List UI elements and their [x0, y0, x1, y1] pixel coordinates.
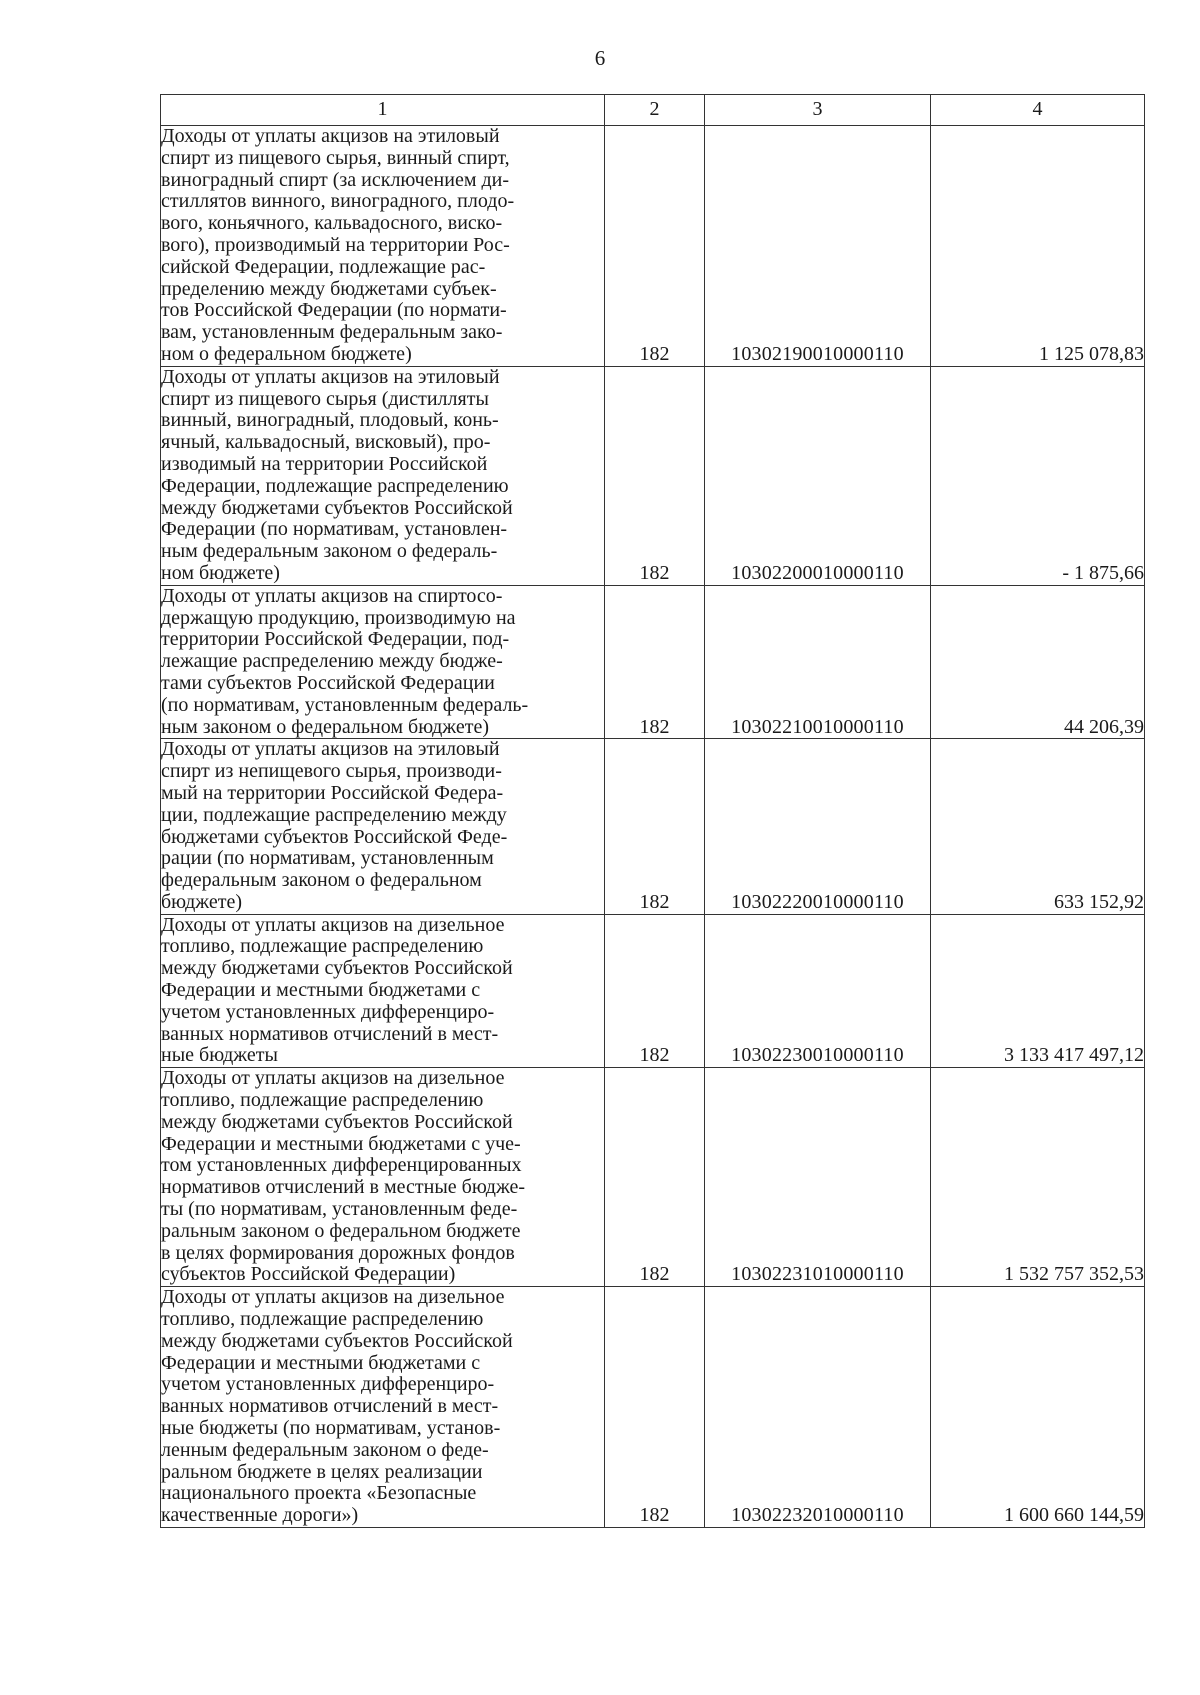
row-description: Доходы от уплаты акцизов на этиловый спирт из пищевого сырья (дистилляты винный, виноградный, плодовый, конь- ячный, кальвадосный, висковый), про- изводимый на территории Российской Федерации, подлежащие распределению между бюджетами субъектов Российской Федерации (по нормативам, установлен- ным федеральным законом о федераль- ном бюджете) — [161, 366, 605, 585]
row-description: Доходы от уплаты акцизов на дизельное топливо, подлежащие распределению между бюджетами субъектов Российской Федерации и местными бюджетами с учетом установленных дифференциро- ванных нормативов отчислений в мест- ные бюджеты (по нормативам, установ- ленным федеральным законом о феде- ральном бюджете в целях реализации национального проекта «Безопасные качественные дороги») — [161, 1287, 605, 1528]
header-col-4: 4 — [931, 95, 1145, 126]
row-amount: 1 125 078,83 — [931, 126, 1145, 367]
table-row — [161, 366, 1145, 585]
header-col-2: 2 — [605, 95, 705, 126]
page-number: 6 — [594, 46, 606, 70]
row-admin-code: 182 — [605, 585, 705, 739]
header-col-3: 3 — [705, 95, 931, 126]
row-kbk-code: 10302190010000110 — [705, 126, 931, 367]
revenue-table — [160, 94, 1145, 1528]
row-admin-code: 182 — [605, 1068, 705, 1287]
row-admin-code: 182 — [605, 366, 705, 585]
row-description: Доходы от уплаты акцизов на дизельное топливо, подлежащие распределению между бюджетами субъектов Российской Федерации и местными бюджетами с учетом установленных дифференциро- ванных нормативов отчислений в мест- ные бюджеты — [161, 914, 605, 1068]
row-description: Доходы от уплаты акцизов на дизельное топливо, подлежащие распределению между бюджетами субъектов Российской Федерации и местными бюджетами с уче- том установленных дифференцированных нормативов отчислений в местные бюдже- ты (по нормативам, установленным феде- ральным законом о федеральном бюджете в целях формирования дорожных фондов субъектов Российской Федерации) — [161, 1068, 605, 1287]
table-row — [161, 126, 1145, 367]
row-description: Доходы от уплаты акцизов на этиловый спирт из непищевого сырья, производи- мый на территории Российской Федера- ции, подлежащие распределению между бюджетами субъектов Российской Феде- рации (по нормативам, установленным федеральным законом о федеральном бюджете) — [161, 739, 605, 914]
row-kbk-code: 10302231010000110 — [705, 1068, 931, 1287]
row-amount: - 1 875,66 — [931, 366, 1145, 585]
row-amount: 3 133 417 497,12 — [931, 914, 1145, 1068]
row-amount: 44 206,39 — [931, 585, 1145, 739]
row-admin-code: 182 — [605, 914, 705, 1068]
table-row — [161, 914, 1145, 1068]
row-kbk-code: 10302232010000110 — [705, 1287, 931, 1528]
row-description: Доходы от уплаты акцизов на этиловый спирт из пищевого сырья, винный спирт, виноградный спирт (за исключением ди- стиллятов винного, виноградного, плодо- вого, коньячного, кальвадосного, виско- вого), производимый на территории Рос- сийской Федерации, подлежащие рас- пределению между бюджетами субъек- тов Российской Федерации (по нормати- вам, установленным федеральным зако- ном о федеральном бюджете) — [161, 126, 605, 367]
row-admin-code: 182 — [605, 1287, 705, 1528]
table-row — [161, 585, 1145, 739]
table-row — [161, 739, 1145, 914]
row-kbk-code: 10302220010000110 — [705, 739, 931, 914]
table-row — [161, 1287, 1145, 1528]
row-kbk-code: 10302230010000110 — [705, 914, 931, 1068]
table-row — [161, 1068, 1145, 1287]
row-kbk-code: 10302200010000110 — [705, 366, 931, 585]
row-amount: 1 532 757 352,53 — [931, 1068, 1145, 1287]
header-row — [161, 95, 1145, 126]
row-description: Доходы от уплаты акцизов на спиртосо- держащую продукцию, производимую на территории Российской Федерации, под- лежащие распределению между бюдже- тами субъектов Российской Федерации (по нормативам, установленным федераль- ным законом о федеральном бюджете) — [161, 585, 605, 739]
header-col-1: 1 — [161, 95, 605, 126]
row-amount: 1 600 660 144,59 — [931, 1287, 1145, 1528]
row-admin-code: 182 — [605, 126, 705, 367]
row-amount: 633 152,92 — [931, 739, 1145, 914]
row-admin-code: 182 — [605, 739, 705, 914]
row-kbk-code: 10302210010000110 — [705, 585, 931, 739]
